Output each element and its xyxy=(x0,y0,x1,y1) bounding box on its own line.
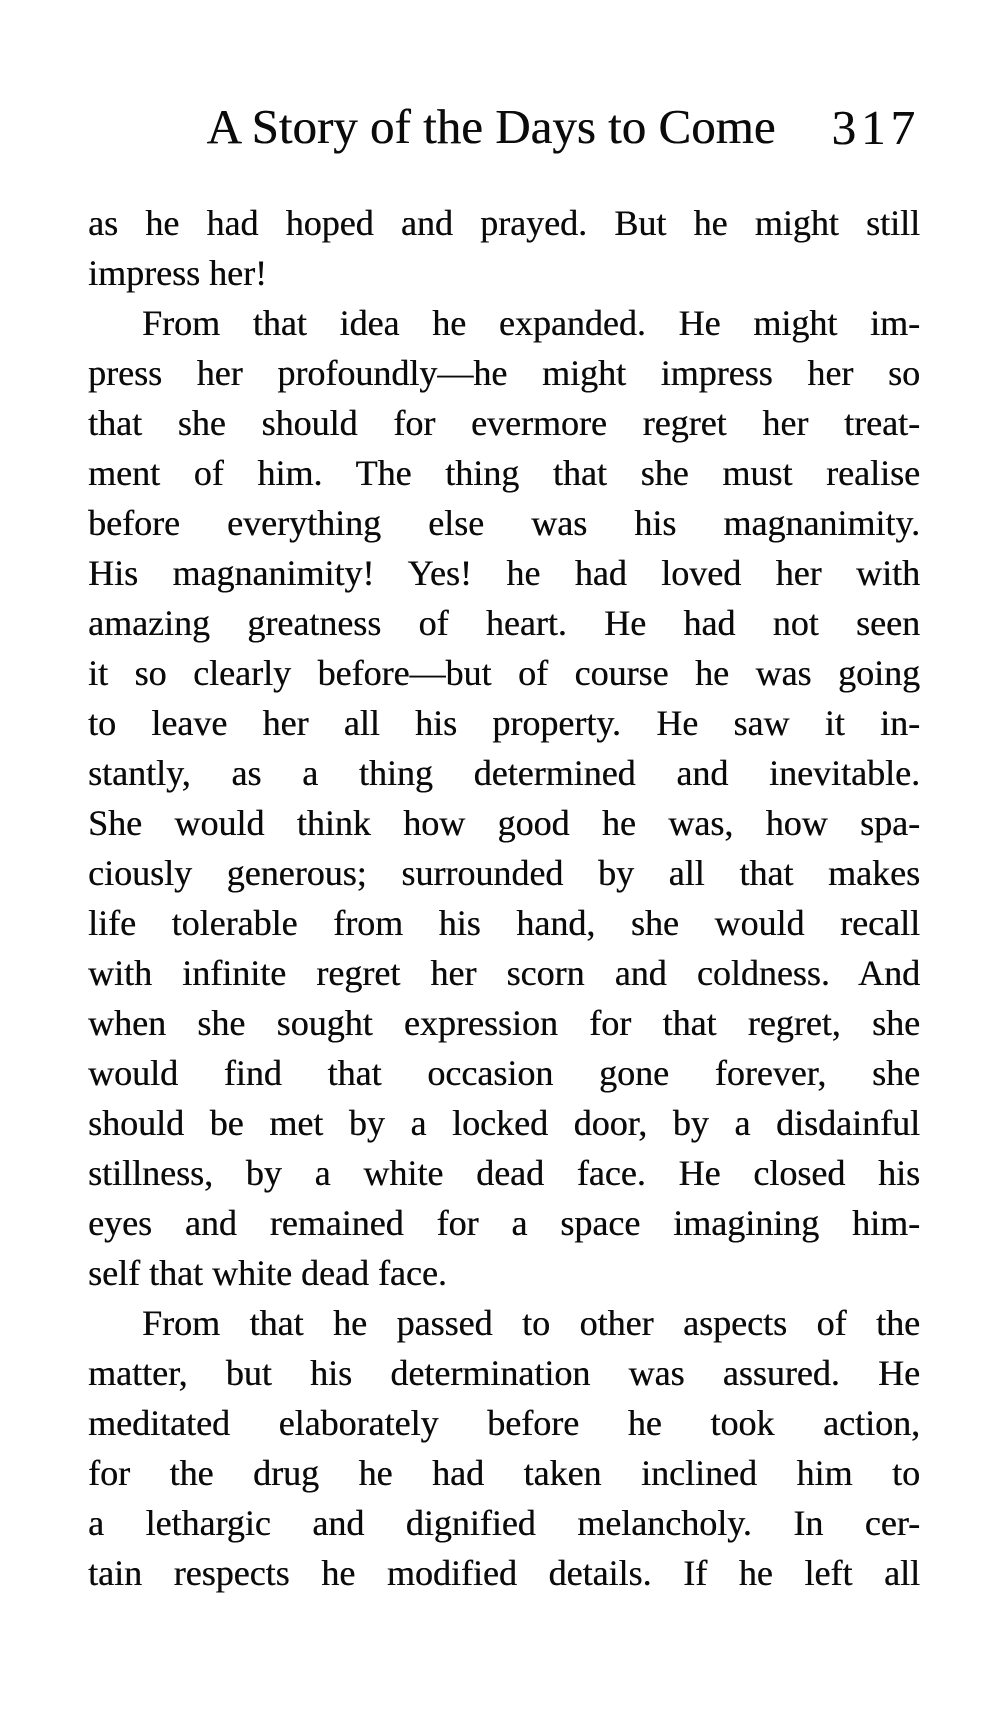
text-line: meditated elaborately before he took action, xyxy=(88,1403,920,1443)
text-line: should be met by a locked door, by a disdainful xyxy=(88,1103,920,1143)
text-line: it so clearly before—but of course he was going xyxy=(88,653,920,693)
text-line: for the drug he had taken inclined him to xyxy=(88,1453,920,1493)
text-line: would find that occasion gone forever, she xyxy=(88,1053,920,1093)
page-body xyxy=(88,198,920,1598)
text-line: ment of him. The thing that she must realise xyxy=(88,453,920,493)
text-line: tain respects he modified details. If he left all xyxy=(88,1553,920,1593)
page-number: 317 xyxy=(831,100,920,155)
page-header xyxy=(88,98,920,160)
text-line: before everything else was his magnanimity. xyxy=(88,503,920,543)
text-line: a lethargic and dignified melancholy. In cer- xyxy=(88,1503,920,1543)
text-line: She would think how good he was, how spa- xyxy=(88,803,920,843)
text-line: when she sought expression for that regret, she xyxy=(88,1003,920,1043)
text-line: amazing greatness of heart. He had not seen xyxy=(88,603,920,643)
text-line: as he had hoped and prayed. But he might still xyxy=(88,203,920,243)
paragraph xyxy=(88,198,920,298)
text-line: with infinite regret her scorn and coldness. And xyxy=(88,953,920,993)
text-line: stillness, by a white dead face. He closed his xyxy=(88,1153,920,1193)
text-line: From that idea he expanded. He might im- xyxy=(142,303,920,343)
text-line: to leave her all his property. He saw it in- xyxy=(88,703,920,743)
text-line: His magnanimity! Yes! he had loved her with xyxy=(88,553,920,593)
paragraph xyxy=(88,298,920,1298)
text-line: matter, but his determination was assured. He xyxy=(88,1353,920,1393)
text-line: life tolerable from his hand, she would recall xyxy=(88,903,920,943)
text-line: self that white dead face. xyxy=(88,1253,447,1293)
paragraph xyxy=(88,1298,920,1598)
text-line: that she should for evermore regret her treat- xyxy=(88,403,920,443)
running-title: A Story of the Days to Come xyxy=(206,99,776,154)
text-line: press her profoundly—he might impress her so xyxy=(88,353,920,393)
text-line: From that he passed to other aspects of the xyxy=(142,1303,920,1343)
text-line: ciously generous; surrounded by all that makes xyxy=(88,853,920,893)
text-line: eyes and remained for a space imagining him- xyxy=(88,1203,920,1243)
text-line: stantly, as a thing determined and inevitable. xyxy=(88,753,920,793)
text-line: impress her! xyxy=(88,253,267,293)
